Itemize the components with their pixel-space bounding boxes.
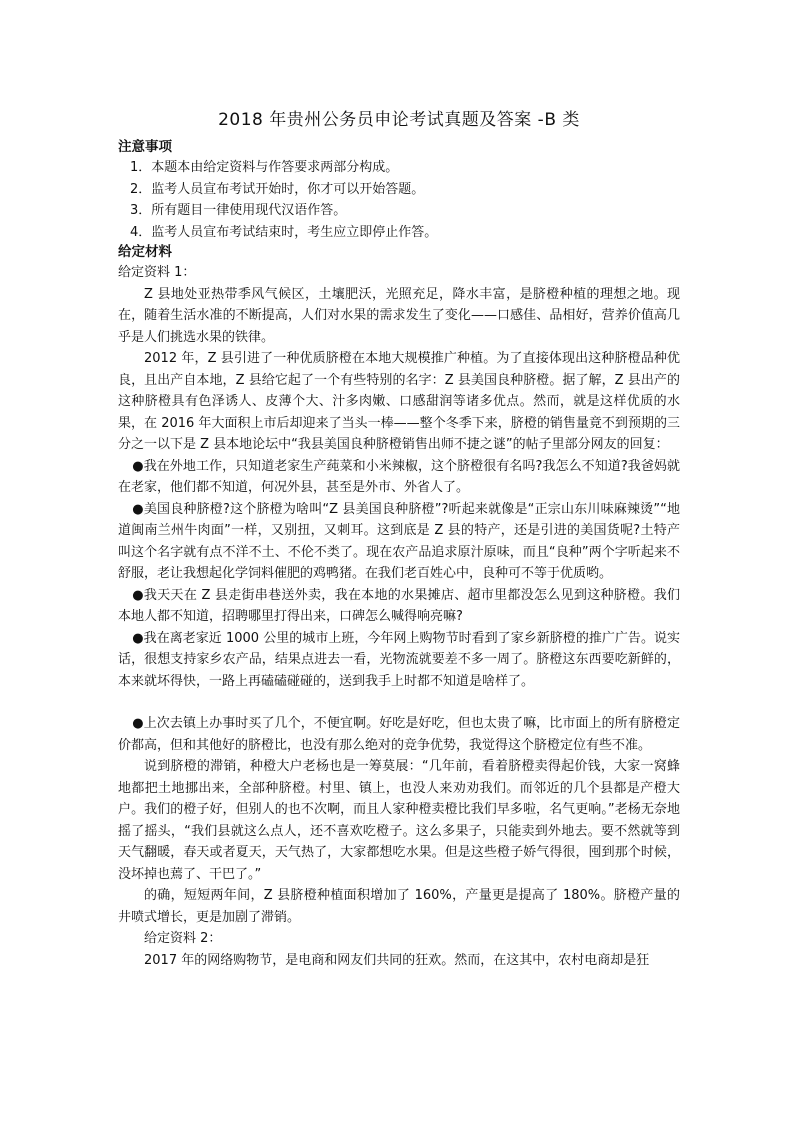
netizen-reply: ●上次去镇上办事时买了几个，不便宜啊。好吃是好吃，但也太贵了嘛，比市面上的所有脐橙定价都高，但和其他好的脐橙比，也没有那么绝对的竞争优势，我觉得这个脐橙定位有些不准。 [118,716,680,753]
material-paragraph: Z 县地处亚热带季风气候区，土壤肥沃，光照充足，降水丰富，是脐橙种植的理想之地。现在，随着生活水准的不断提高，人们对水果的需求发生了变化——口感佳、品相好，营养价值高几乎是人们挑选水果的铁律。 [118,286,680,345]
material-paragraph: 2017 年的网络购物节，是电商和网友们共同的狂欢。然而，在这其中，农村电商却是狂 [144,952,650,968]
netizen-reply: ●我在外地工作，只知道老家生产莼菜和小米辣椒，这个脐橙很有名吗?我怎么不知道?我爸妈就在老家，他们都不知道，何况外县，甚至是外市、外省人了。 [118,458,680,495]
material-label-2: 给定资料 2： [144,931,222,946]
material-paragraph: 的确，短短两年间，Z 县脐橙种植面积增加了 160%，产量更是提高了 180%。脐橙产量的井喷式增长，更是加剧了滞销。 [118,888,680,925]
netizen-reply: ●美国良种脐橙?这个脐橙为啥叫“Z 县美国良种脐橙”?听起来就像是“正宗山东川味麻辣烫”“地道闽南兰州牛肉面”一样，又别扭，又刺耳。这到底是 Z 县的特产，还是引进的美国货呢?土特产叫这个名字就有点不洋不土、不伦不类了。现在农产品追求原汁原味，而且“良种”两个字听起来不舒服，老让我想起化学饲料催肥的鸡鸭猪。在我们老百姓心中，良种可不等于优质哟。 [118,501,680,581]
material-paragraph: 说到脐橙的滞销，种橙大户老杨也是一筹莫展：“几年前，看着脐橙卖得起价钱，大家一窝蜂地都把土地挪出来，全部种脐橙。村里、镇上，也没人来劝劝我们。而邻近的几个县都是产橙大户。我们的橙子好，但别人的也不次啊，而且人家种橙卖橙比我们早多啦，名气更响。”老杨无奈地摇了摇头，“我们县就这么点人，还不喜欢吃橙子。这么多果子，只能卖到外地去。要不然就等到天气翻暖，春天或者夏天，天气热了，大家都想吃水果。但是这些橙子娇气得很，囤到那个时候，没坏掉也蔫了、干巴了。” [118,759,680,882]
notice-item: 4．监考人员宣布考试结束时，考生应立即停止作答。 [130,224,438,240]
netizen-reply: ●我在离老家近 1000 公里的城市上班，今年网上购物节时看到了家乡新脐橙的推广广告。说实话，很想支持家乡农产品，结果点进去一看，光物流就要差不多一周了。脐橙这东西要吃新鲜的，本来就坏得快，一路上再磕磕碰碰的，送到我手上时都不知道是啥样了。 [118,630,680,689]
materials-heading: 给定材料 [118,244,172,260]
document-title: 2018 年贵州公务员申论考试真题及答案 -B 类 [218,110,580,130]
blank-line [118,692,680,713]
notice-heading: 注意事项 [118,139,172,155]
netizen-reply: ●我天天在 Z 县走街串巷送外卖，我在本地的水果摊店、超市里都没怎么见到这种脐橙。我们本地人都不知道，招聘哪里打得出来，口碑怎么喊得响亮嘛? [118,587,680,624]
notice-item: 2．监考人员宣布考试开始时，你才可以开始答题。 [130,181,425,197]
material-label-1: 给定资料 1： [118,265,196,280]
material-paragraph: 2012 年，Z 县引进了一种优质脐橙在本地大规模推广种植。为了直接体现出这种脐橙品种优良，且出产自本地，Z 县给它起了一个有些特别的名字：Z 县美国良种脐橙。据了解，Z 县出产的这种脐橙具有色泽诱人、皮薄个大、汁多肉嫩、口感甜润等诸多优点。然而，就是这样优质的水果，在 2016 年大面积上市后却迎来了当头一棒——整个冬季下来，脐橙的销售量竟不到预期的三分之一以下是 Z 县本地论坛中“我县美国良种脐橙销售出师不捷之谜”的帖子里部分网友的回复： [118,351,680,452]
notice-item: 3．所有题目一律使用现代汉语作答。 [130,203,347,218]
document-page [118,108,680,971]
notice-list [118,157,680,243]
notice-item: 1．本题本由给定资料与作答要求两部分构成。 [130,160,399,175]
